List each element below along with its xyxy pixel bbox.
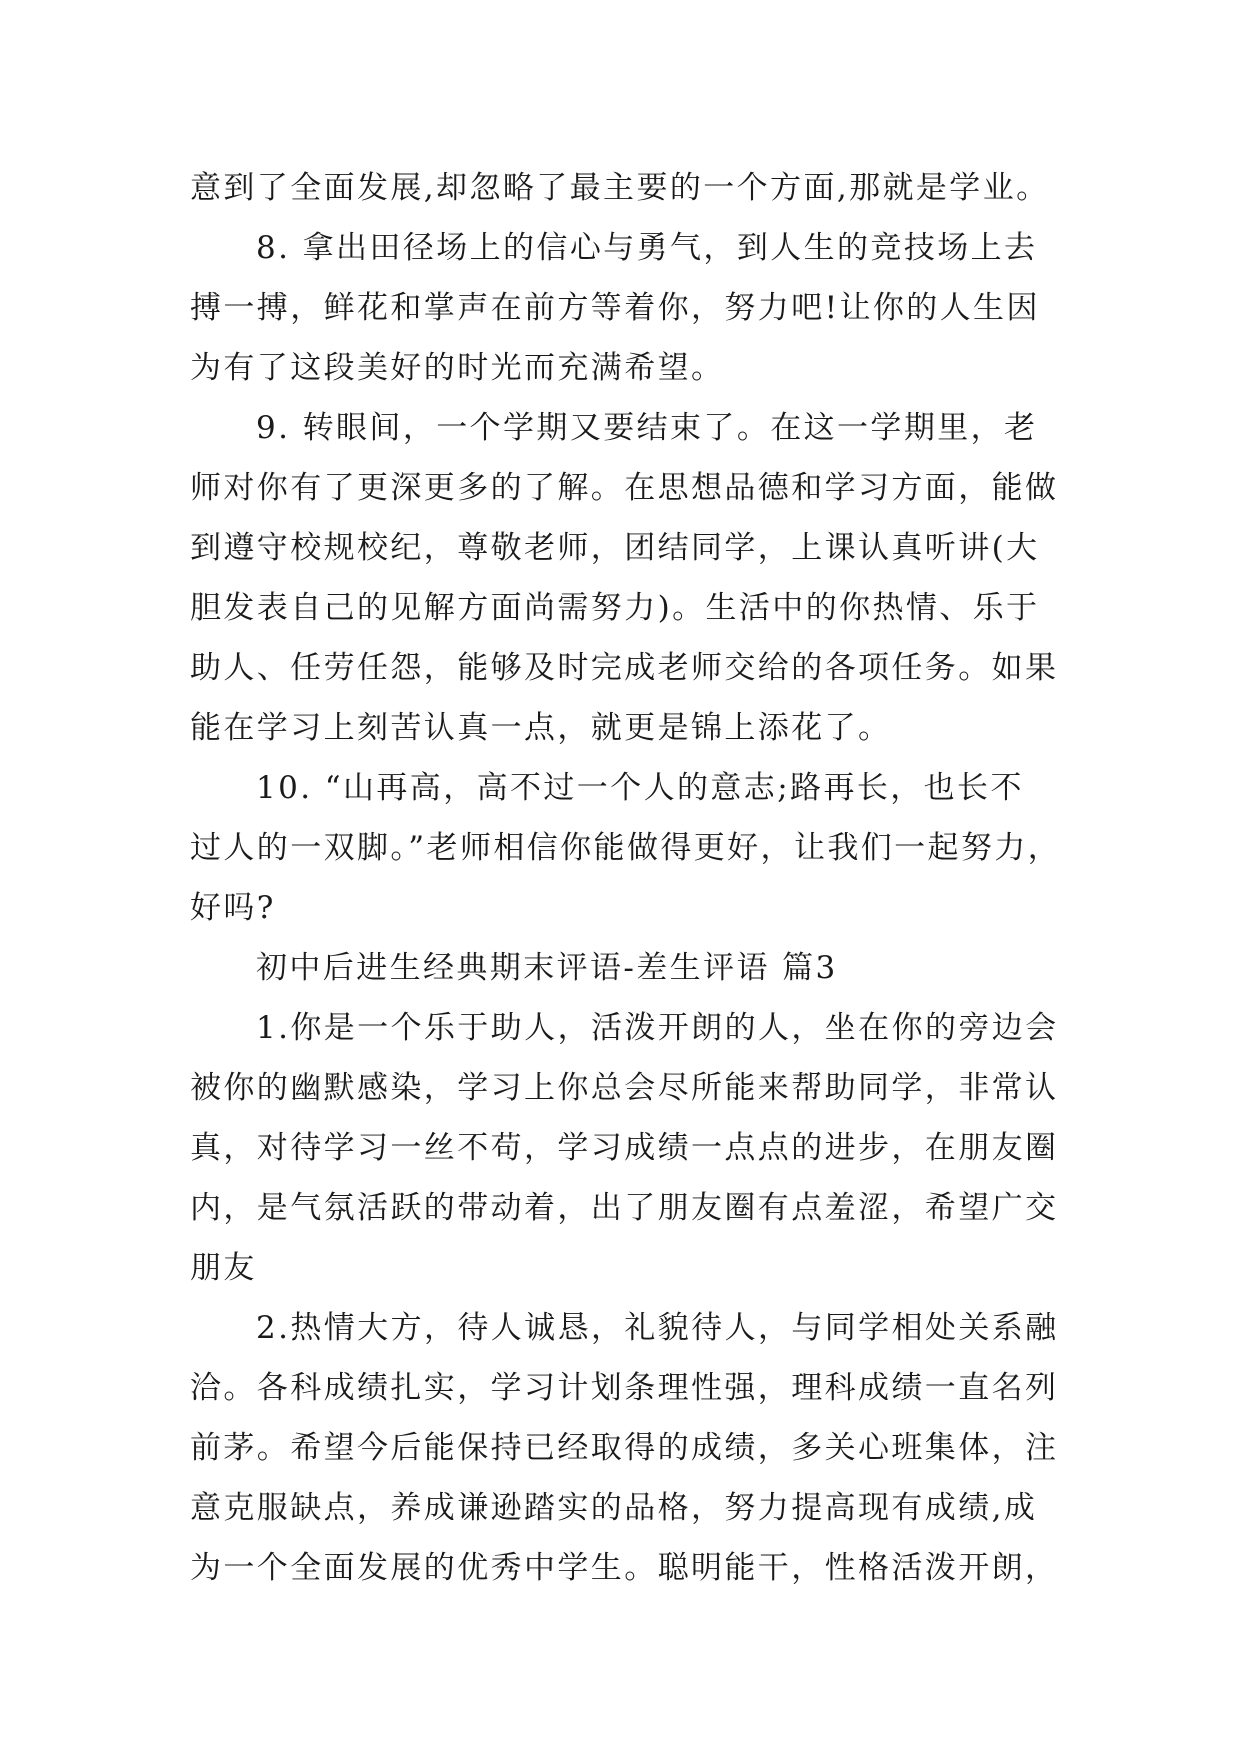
text-line: 助人、任劳任怨，能够及时完成老师交给的各项任务。如果 <box>190 650 1059 686</box>
text-line: 为一个全面发展的优秀中学生。聪明能干，性格活泼开朗， <box>190 1550 1059 1586</box>
text-line: 为有了这段美好的时光而充满希望。 <box>190 350 725 386</box>
text-line: 意到了全面发展,却忽略了最主要的一个方面,那就是学业。 <box>190 170 1050 206</box>
text-line: 洽。各科成绩扎实，学习计划条理性强，理科成绩一直名列 <box>190 1370 1059 1406</box>
paragraph-item-1: 1.你是一个乐于助人，活泼开朗的人，坐在你的旁边会 <box>256 1010 1059 1046</box>
text-line: 好吗? <box>190 890 276 926</box>
paragraph-item-2: 2.热情大方，待人诚恳，礼貌待人，与同学相处关系融 <box>256 1310 1059 1346</box>
text-line: 能在学习上刻苦认真一点，就更是锦上添花了。 <box>190 710 892 746</box>
paragraph-item-9: 9. 转眼间，一个学期又要结束了。在这一学期里，老 <box>256 410 1038 446</box>
section-heading: 初中后进生经典期末评语-差生评语 篇3 <box>256 950 838 986</box>
text-line: 师对你有了更深更多的了解。在思想品德和学习方面，能做 <box>190 470 1059 506</box>
paragraph-item-10: 10. “山再高，高不过一个人的意志;路再长，也长不 <box>256 770 1024 806</box>
text-line: 意克服缺点，养成谦逊踏实的品格，努力提高现有成绩,成 <box>190 1490 1038 1526</box>
text-line: 真，对待学习一丝不苟，学习成绩一点点的进步，在朋友圈 <box>190 1130 1059 1166</box>
document-body <box>190 158 1070 1598</box>
text-line: 过人的一双脚。”老师相信你能做得更好，让我们一起努力， <box>190 830 1062 866</box>
paragraph-item-8: 8. 拿出田径场上的信心与勇气，到人生的竞技场上去 <box>256 230 1038 266</box>
text-line: 朋友 <box>190 1250 257 1286</box>
text-line: 搏一搏，鲜花和掌声在前方等着你，努力吧!让你的人生因 <box>190 290 1040 326</box>
text-line: 被你的幽默感染，学习上你总会尽所能来帮助同学，非常认 <box>190 1070 1059 1106</box>
text-line: 到遵守校规校纪，尊敬老师，团结同学，上课认真听讲(大 <box>190 530 1040 566</box>
text-line: 前茅。希望今后能保持已经取得的成绩，多关心班集体，注 <box>190 1430 1059 1466</box>
text-line: 内，是气氛活跃的带动着，出了朋友圈有点羞涩，希望广交 <box>190 1190 1059 1226</box>
text-line: 胆发表自己的见解方面尚需努力)。生活中的你热情、乐于 <box>190 590 1040 626</box>
